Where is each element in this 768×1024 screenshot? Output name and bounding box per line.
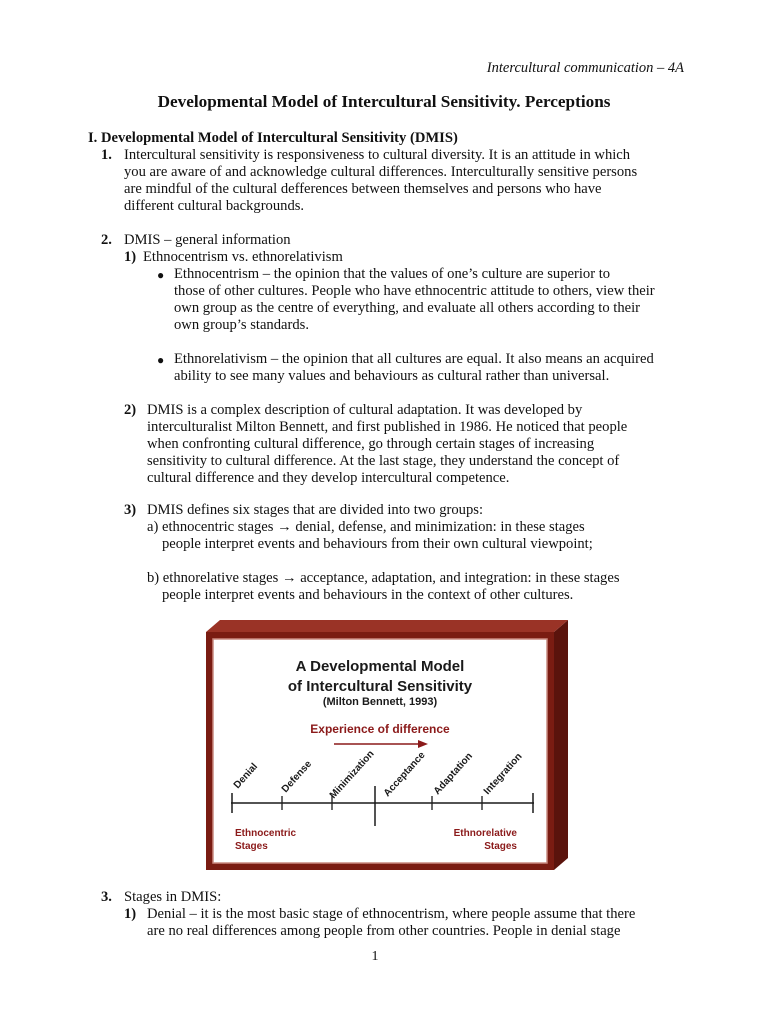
stage-group-line: [147, 519, 585, 536]
ethnocentric-group-label: [235, 827, 296, 853]
item-label: Stages in DMIS:: [124, 889, 222, 905]
paragraph-line: different cultural backgrounds.: [124, 198, 305, 214]
dmis-figure: [206, 620, 568, 872]
figure-title-line: of Intercultural Sensitivity: [287, 678, 473, 695]
group-label-line: Ethnocentric: [235, 828, 297, 839]
bullet-icon: ●: [157, 353, 165, 367]
stage-group-desc: denial, defense, and minimization: in these stages: [295, 519, 585, 535]
paragraph-line: people interpret events and behaviours from their own cultural viewpoint;: [162, 536, 593, 552]
bullet-line: those of other cultures. People who have ethnocentric attitude to others, view their: [174, 283, 655, 299]
subitem-number: 2): [124, 402, 137, 418]
page-number: 1: [371, 949, 379, 964]
paragraph-line: cultural difference and they develop intercultural competence.: [147, 470, 510, 486]
paragraph-line: Denial – it is the most basic stage of ethnocentrism, where people assume that there: [147, 906, 636, 922]
subitem-number: 3): [124, 502, 137, 518]
figure-subtitle: (Milton Bennett, 1993): [322, 696, 438, 708]
paragraph-line: Intercultural sensitivity is responsiveness to cultural diversity. It is an attitude in which: [124, 147, 631, 163]
stage-label-acceptance: Acceptance: [381, 749, 428, 799]
paragraph-line: are mindful of the cultural defferences between themselves and persons who have: [124, 181, 602, 197]
frame-top: [206, 620, 568, 632]
bullet-icon: ●: [157, 268, 165, 282]
bullet-line: Ethnorelativism – the opinion that all cultures are equal. It also means an acquired: [174, 351, 654, 367]
stage-label-minimization: Minimization: [327, 748, 377, 801]
stage-label-defense: Defense: [279, 758, 315, 795]
paragraph-line: are no real differences among people from other countries. People in denial stage: [147, 923, 621, 939]
item-number: 3.: [101, 889, 112, 905]
stage-group-label: b) ethnorelative stages: [147, 570, 279, 586]
subitem-label: DMIS defines six stages that are divided into two groups:: [147, 502, 484, 518]
item-label: DMIS – general information: [124, 232, 291, 248]
stage-group-label: a) ethnocentric stages: [147, 519, 274, 535]
item-number: 1.: [101, 147, 112, 163]
subitem-number: 1): [124, 249, 137, 265]
bullet-line: own group’s standards.: [174, 317, 309, 333]
stage-label-adaptation: Adaptation: [431, 750, 475, 797]
running-header: Intercultural communication – 4A: [486, 60, 684, 76]
stage-label-denial: Denial: [231, 761, 261, 791]
group-label-line: Ethnorelative: [453, 828, 517, 839]
bullet-line: ability to see many values and behaviours as cultural rather than universal.: [174, 368, 610, 384]
paragraph-line: sensitivity to cultural difference. At the last stage, they understand the concept of: [147, 453, 620, 469]
ethnorelative-group-label: [447, 827, 517, 853]
arrow-right-icon: →: [277, 519, 292, 535]
stage-group-line: [147, 570, 620, 587]
subitem-label: Ethnocentrism vs. ethnorelativism: [143, 249, 343, 265]
paragraph-line: you are aware of and acknowledge cultural differences. Interculturally sensitive persons: [124, 164, 638, 180]
bullet-line: Ethnocentrism – the opinion that the values of one’s culture are superior to: [174, 266, 611, 282]
experience-label: Experience of difference: [310, 722, 450, 736]
figure-title: [206, 657, 554, 697]
bullet-line: own group as the centre of everything, and evaluate all others according to their: [174, 300, 641, 316]
paragraph-line: when confronting cultural difference, go through certain stages of increasing: [147, 436, 595, 452]
figure-title-line: A Developmental Model: [295, 658, 465, 675]
group-label-line: Stages: [484, 841, 517, 852]
stage-group-desc: acceptance, adaptation, and integration: in these stages: [300, 570, 620, 586]
page-title: Developmental Model of Intercultural Sensitivity. Perceptions: [157, 92, 611, 111]
paragraph-line: DMIS is a complex description of cultural adaptation. It was developed by: [147, 402, 583, 418]
paragraph-line: people interpret events and behaviours in the context of other cultures.: [162, 587, 574, 603]
group-label-line: Stages: [235, 841, 268, 852]
arrow-right-icon: →: [281, 570, 297, 586]
frame-side: [554, 620, 568, 870]
item-number: 2.: [101, 232, 112, 248]
paragraph-line: interculturalist Milton Bennett, and first published in 1986. He noticed that people: [147, 419, 628, 435]
subitem-number: 1): [124, 906, 137, 922]
stage-label-integration: Integration: [481, 751, 525, 797]
section-heading: I. Developmental Model of Intercultural Sensitivity (DMIS): [88, 130, 458, 146]
